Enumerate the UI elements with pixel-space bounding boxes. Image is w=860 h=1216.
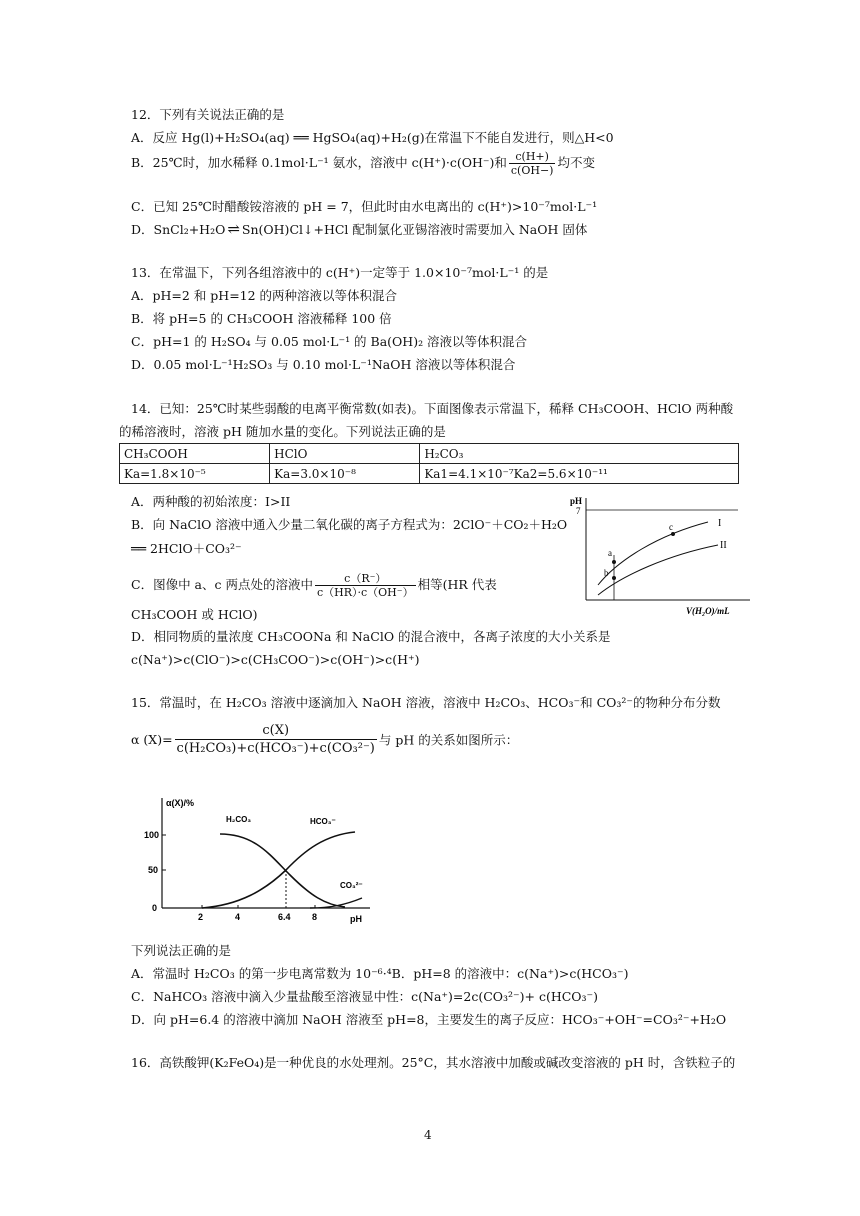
species-distribution-graph bbox=[140, 790, 380, 925]
q12-option-a: A．反应 Hg(l)+H₂SO₄(aq) ══ HgSO₄(aq)+H₂(g)在常温下不能自发进行，则△H<0 bbox=[131, 130, 614, 145]
curve-ii-label: II bbox=[720, 540, 727, 551]
point-b-label: b bbox=[604, 568, 609, 578]
y-axis-label: pH bbox=[570, 496, 583, 506]
x-tick-2: 2 bbox=[198, 912, 204, 922]
q14-option-a: A．两种酸的初始浓度：I>II bbox=[131, 494, 291, 509]
h2co3-curve bbox=[220, 834, 345, 907]
table-cell: Ka=3.0×10⁻⁸ bbox=[270, 464, 420, 484]
q14-option-d-line1: D．相同物质的量浓度 CH₃COONa 和 NaClO 的混合液中，各离子浓度的大小关系是 bbox=[131, 629, 611, 644]
q15-stem-line1: 15．常温时，在 H₂CO₃ 溶液中逐滴加入 NaOH 溶液，溶液中 H₂CO₃、HCO₃⁻和 CO₃²⁻的物种分布分数 bbox=[131, 695, 721, 710]
q14-option-b-line1: B．向 NaClO 溶液中通入少量二氧化碳的离子方程式为：2ClO⁻＋CO₂＋H₂O bbox=[131, 517, 568, 532]
q13-option-a: A．pH=2 和 pH=12 的两种溶液以等体积混合 bbox=[131, 288, 398, 303]
h2co3-label: H₂CO₃ bbox=[226, 815, 252, 824]
table-cell: Ka=1.8×10⁻⁵ bbox=[120, 464, 270, 484]
q12-option-b: B．25℃时，加水稀释 0.1mol·L⁻¹ 氨水，溶液中 c(H⁺)·c(OH⁻)和 $\frac{c(H+)}{c(OH-)}$ 均不变 bbox=[131, 150, 595, 177]
co3-curve bbox=[310, 898, 362, 908]
table-row bbox=[120, 464, 739, 484]
co3-label: CO₃²⁻ bbox=[340, 881, 363, 890]
q15-option-c: C．NaHCO₃ 溶液中滴入少量盐酸至溶液显中性：c(Na⁺)=2c(CO₃²⁻)+ c(HCO₃⁻) bbox=[131, 989, 599, 1004]
q15-formula: α (X)= $\frac{c(X)}{\text{c(H₂CO₃)+c(HCO₃⁻)+c(CO₃²⁻)}}$ 与 pH 的关系如图所示： bbox=[131, 723, 519, 756]
point-a bbox=[612, 560, 616, 564]
x-tick-6-4: 6.4 bbox=[278, 912, 291, 922]
q14-fraction: $\frac{c(R^-)}{c(HR)\cdot c(OH^-)}$ bbox=[316, 572, 414, 599]
q12-option-c: C．已知 25℃时醋酸铵溶液的 pH = 7，但此时由水电离出的 c(H⁺)>10⁻⁷mol·L⁻¹ bbox=[131, 199, 598, 214]
q13-option-c: C．pH=1 的 H₂SO₄ 与 0.05 mol·L⁻¹ 的 Ba(OH)₂ 溶液以等体积混合 bbox=[131, 334, 528, 349]
point-c bbox=[671, 532, 675, 536]
q14-stem-line2: 的稀溶液时，溶液 pH 随加水量的变化。下列说法正确的是 bbox=[119, 424, 446, 439]
table-cell: HClO bbox=[270, 444, 420, 464]
curve-i bbox=[598, 522, 708, 585]
table-cell: H₂CO₃ bbox=[420, 444, 739, 464]
table-cell: Ka1=4.1×10⁻⁷Ka2=5.6×10⁻¹¹ bbox=[420, 464, 739, 484]
y-tick-label: 7 bbox=[576, 506, 581, 516]
q13-option-d: D．0.05 mol·L⁻¹H₂SO₃ 与 0.10 mol·L⁻¹NaOH 溶液以等体积混合 bbox=[131, 357, 516, 372]
hco3-curve bbox=[202, 832, 355, 908]
y-axis-label: α(X)/% bbox=[166, 798, 195, 808]
q14-option-c-line2: CH₃COOH 或 HClO) bbox=[131, 607, 258, 622]
q12-fraction: $\frac{c(H+)}{c(OH-)}$ bbox=[510, 150, 554, 177]
q15-option-d: D．向 pH=6.4 的溶液中滴加 NaOH 溶液至 pH=8，主要发生的离子反应：HCO₃⁻+OH⁻=CO₃²⁻+H₂O bbox=[131, 1012, 727, 1027]
y-tick-100: 100 bbox=[144, 830, 160, 840]
y-tick-0: 0 bbox=[152, 903, 158, 913]
equilibrium-arrow: ⇌ bbox=[227, 220, 240, 238]
point-c-label: c bbox=[669, 522, 673, 532]
q13-stem: 13．在常温下，下列各组溶液中的 c(H⁺)一定等于 1.0×10⁻⁷mol·L⁻¹ 的是 bbox=[131, 265, 549, 280]
curve-i-label: I bbox=[718, 518, 722, 529]
x-axis-label: pH bbox=[350, 914, 362, 924]
q14-option-c: C．图像中 a、c 两点处的溶液中 $\frac{c(R^-)}{c(HR)\cdot c(OH^-)}$ 相等(HR 代表 bbox=[131, 572, 497, 599]
y-tick-50: 50 bbox=[148, 865, 159, 875]
q15-fraction: $\frac{c(X)}{\text{c(H₂CO₃)+c(HCO₃⁻)+c(CO₃²⁻)}}$ bbox=[176, 723, 375, 756]
hco3-label: HCO₃⁻ bbox=[310, 817, 336, 826]
x-axis-label: V(H₂O)/mL bbox=[686, 606, 730, 616]
q14-option-d-line2: c(Na⁺)>c(ClO⁻)>c(CH₃COO⁻)>c(OH⁻)>c(H⁺) bbox=[131, 652, 420, 667]
q12-option-d: D．SnCl₂+H₂O ⇌ Sn(OH)Cl↓+HCl 配制氯化亚锡溶液时需要加入 NaOH 固体 bbox=[131, 220, 588, 238]
ionization-constant-table bbox=[119, 443, 739, 484]
point-a-label: a bbox=[608, 548, 612, 558]
x-tick-8: 8 bbox=[312, 912, 318, 922]
q15-ask: 下列说法正确的是 bbox=[131, 943, 232, 958]
q12-stem: 12．下列有关说法正确的是 bbox=[131, 107, 285, 122]
table-row bbox=[120, 444, 739, 464]
q14-option-b-line2: ══ 2HClO＋CO₃²⁻ bbox=[131, 541, 242, 556]
page-number: 4 bbox=[424, 1128, 432, 1142]
x-tick-4: 4 bbox=[235, 912, 241, 922]
q15-options-ab: A．常温时 H₂CO₃ 的第一步电离常数为 10⁻⁶·⁴B．pH=8 的溶液中：c(Na⁺)>c(HCO₃⁻) bbox=[131, 966, 629, 981]
q16-stem: 16．高铁酸钾(K₂FeO₄)是一种优良的水处理剂。25°C，其水溶液中加酸或碱改变溶液的 pH 时，含铁粒子的 bbox=[131, 1055, 736, 1070]
curve-ii bbox=[598, 545, 718, 595]
ph-dilution-graph bbox=[568, 490, 758, 620]
table-cell: CH₃COOH bbox=[120, 444, 270, 464]
q14-stem-line1: 14．已知：25℃时某些弱酸的电离平衡常数(如表)。下面图像表示常温下，稀释 CH₃COOH、HClO 两种酸 bbox=[131, 401, 734, 416]
point-b bbox=[612, 576, 616, 580]
q13-option-b: B．将 pH=5 的 CH₃COOH 溶液稀释 100 倍 bbox=[131, 311, 392, 326]
